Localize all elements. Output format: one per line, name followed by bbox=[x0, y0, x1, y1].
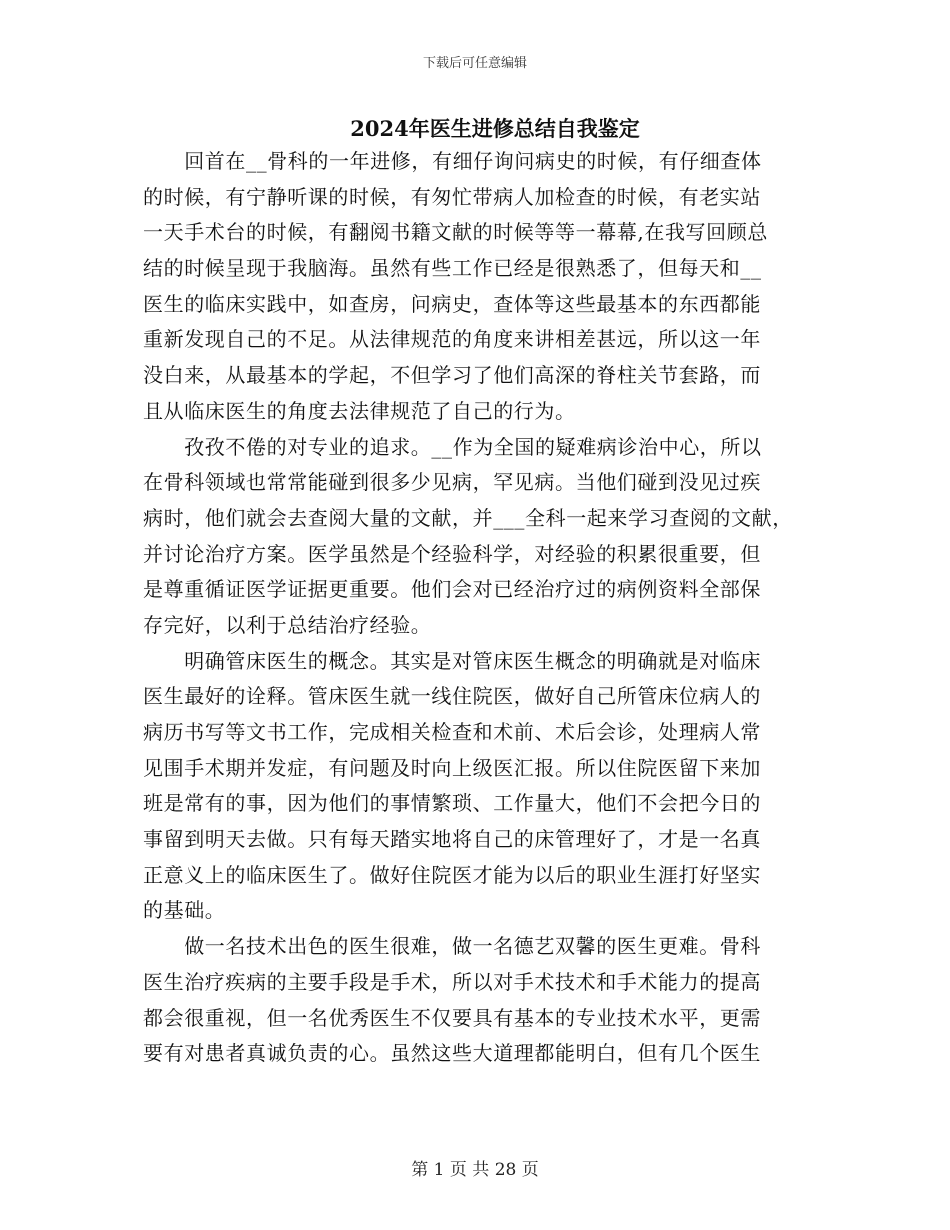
text-line: 孜孜不倦的对专业的追求。__作为全国的疑难病诊治中心，所以 bbox=[143, 434, 762, 459]
text-line: 事留到明天去做。只有每天踏实地将自己的床管理好了，才是一名真 bbox=[143, 827, 761, 852]
page-footer: 第 1 页 共 28 页 bbox=[411, 1160, 539, 1180]
text-line: 是尊重循证医学证据更重要。他们会对已经治疗过的病例资料全部保 bbox=[143, 577, 761, 602]
paragraph bbox=[143, 430, 823, 644]
text-line: 且从临床医生的角度去法律规范了自己的行为。 bbox=[143, 398, 576, 423]
text-line: 没白来，从最基本的学起，不但学习了他们高深的脊柱关节套路，而 bbox=[143, 363, 761, 388]
text-line: 医生的临床实践中，如查房，问病史，查体等这些最基本的东西都能 bbox=[143, 291, 761, 316]
header-note: 下载后可任意编辑 bbox=[422, 56, 527, 71]
text-line: 病历书写等文书工作，完成相关检查和术前、术后会诊，处理病人常 bbox=[143, 720, 761, 744]
paragraph bbox=[143, 929, 823, 1072]
text-line: 的基础。 bbox=[143, 898, 226, 923]
text-line: 医生治疗疾病的主要手段是手术，所以对手术技术和手术能力的提高 bbox=[143, 969, 761, 994]
text-line: 都会很重视，但一名优秀医生不仅要具有基本的专业技术水平，更需 bbox=[143, 1005, 761, 1030]
text-line: 班是常有的事，因为他们的事情繁琐、工作量大，他们不会把今日的 bbox=[143, 791, 761, 816]
document-title: 2024年医生进修总结自我鉴定 bbox=[350, 116, 640, 141]
text-line: 一天手术台的时候，有翻阅书籍文献的时候等等一幕幕,在我写回顾总 bbox=[143, 220, 768, 245]
text-line: 见围手术期并发症，有问题及时向上级医汇报。所以住院医留下来加 bbox=[143, 755, 761, 780]
text-line: 病时，他们就会去查阅大量的文献，并___全科一起来学习查阅的文献， bbox=[143, 505, 793, 530]
text-line: 的时候，有宁静听课的时候，有匆忙带病人加检查的时候，有老实站 bbox=[143, 184, 761, 209]
paragraph bbox=[143, 644, 823, 930]
text-line: 明确管床医生的概念。其实是对管床医生概念的明确就是对临床 bbox=[143, 648, 761, 673]
text-line: 要有对患者真诚负责的心。虽然这些大道理都能明白，但有几个医生 bbox=[143, 1041, 761, 1066]
paragraph bbox=[143, 144, 823, 430]
text-line: 存完好，以利于总结治疗经验。 bbox=[143, 612, 432, 637]
text-line: 医生最好的诠释。管床医生就一线住院医，做好自己所管床位病人的 bbox=[143, 684, 761, 709]
text-line: 回首在__骨科的一年进修，有细仔询问病史的时候，有仔细查体 bbox=[143, 149, 762, 173]
text-line: 正意义上的临床医生了。做好住院医才能为以后的职业生涯打好坚实 bbox=[143, 862, 761, 887]
document-body bbox=[143, 144, 823, 1072]
text-line: 并讨论治疗方案。医学虽然是个经验科学，对经验的积累很重要，但 bbox=[143, 541, 761, 566]
text-line: 重新发现自己的不足。从法律规范的角度来讲相差甚远，所以这一年 bbox=[143, 327, 761, 352]
text-line: 结的时候呈现于我脑海。虽然有些工作已经是很熟悉了，但每天和__ bbox=[143, 256, 762, 281]
text-line: 在骨科领域也常常能碰到很多少见病，罕见病。当他们碰到没见过疾 bbox=[143, 470, 761, 495]
text-line: 做一名技术出色的医生很难，做一名德艺双馨的医生更难。骨科 bbox=[143, 934, 761, 959]
